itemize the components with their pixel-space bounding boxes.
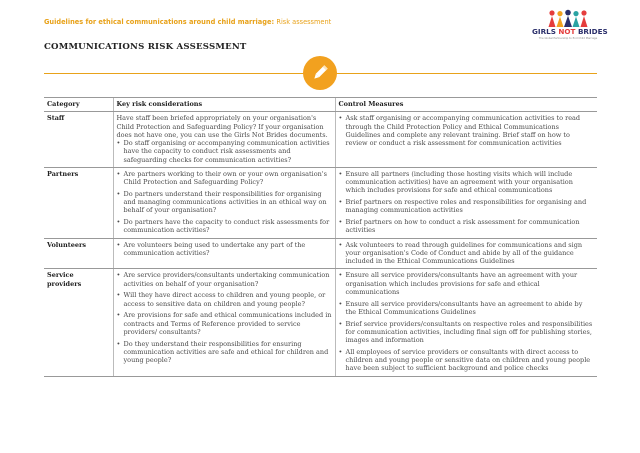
key-risks-cell — [113, 112, 335, 168]
control-measure-item: • All employees of service providers or consultants with direct access to children and young people or sensitive data on children and young people have been subject to sufficient background and police checks — [339, 348, 595, 373]
key-risk-item: • Are service providers/consultants undertaking communication activities on behalf of your organisation? — [117, 271, 332, 288]
pencil-badge — [303, 56, 337, 90]
page-title: COMMUNICATIONS RISK ASSESSMENT — [44, 42, 247, 52]
guide-section: Risk assessment — [276, 18, 332, 26]
control-measures-cell — [335, 112, 597, 168]
control-measures-cell — [335, 269, 597, 376]
column-header-key-risks: Key risk considerations — [113, 98, 335, 112]
logo-tagline: The Global Partnership to End Child Marriage — [538, 37, 598, 40]
control-measure-item: • Ask volunteers to read through guidelines for communications and sign your organisation's Code of Conduct and abide by all of the guidance included in the Ethical Communications Guidelines — [339, 241, 595, 266]
key-risk-item: • Do they understand their responsibilities for ensuring communication activities are safe and ethical for children and young people? — [117, 340, 332, 365]
girls-not-brides-logo — [532, 9, 608, 43]
logo-figures-icon — [546, 9, 590, 27]
table-header-row — [44, 98, 597, 112]
control-measure-item: • Ensure all service providers/consultants have an agreement with your organisation which includes provisions for safe and ethical communications — [339, 271, 595, 296]
key-risk-item: • Do partners understand their responsibilities for organising and managing communications activities in an ethical way on behalf of your organisation? — [117, 190, 332, 215]
control-measure-item: • Ask staff organising or accompanying communication activities to read through the Child Protection Policy and Ethical Communications Guidelines and complete any relevant training. Brief staff on how to review or conduct a risk assessment for communication activities — [339, 114, 595, 147]
key-risk-item: • Are volunteers being used to undertake any part of the communication activities? — [117, 241, 332, 258]
key-risks-cell — [113, 167, 335, 238]
key-risks-cell — [113, 238, 335, 269]
row-category: Partners — [44, 167, 113, 238]
table-row — [44, 238, 597, 269]
key-risk-intro: Have staff been briefed appropriately on your organisation's Child Protection and Safeguarding Policy? If your organisation does not have one, you can use the Girls Not Brides documents. — [116, 114, 328, 139]
control-measures-cell — [335, 167, 597, 238]
control-measure-item: • Ensure all partners (including those hosting visits which will include communication activities) have an agreement with your organisation which includes provisions for safe and ethical communications — [339, 170, 595, 195]
key-risk-item: • Do staff organising or accompanying communication activities have the capacity to conduct risk assessments and safeguarding checks for communication activities? — [117, 139, 332, 164]
table-row — [44, 167, 597, 238]
pencil-icon — [310, 63, 330, 83]
risk-assessment-table — [44, 97, 597, 377]
row-category: Volunteers — [44, 238, 113, 269]
control-measure-item: • Ensure all service providers/consultants have an agreement to abide by the Ethical Communications Guidelines — [339, 300, 595, 317]
guide-title: Guidelines for ethical communications around child marriage: — [44, 18, 275, 26]
key-risks-cell — [113, 269, 335, 376]
key-risk-item: • Are partners working to their own or your own organisation's Child Protection and Safeguarding Policy? — [117, 170, 332, 187]
key-risk-item: • Are provisions for safe and ethical communications included in contracts and Terms of Reference provided to service providers/ consultants? — [117, 311, 332, 336]
row-category: Service providers — [44, 269, 113, 376]
column-header-control-measures: Control Measures — [335, 98, 597, 112]
control-measure-item: • Brief partners on respective roles and responsibilities for organising and managing communication activities — [339, 198, 595, 215]
document-header — [44, 18, 331, 26]
control-measures-cell — [335, 238, 597, 269]
key-risk-item: • Will they have direct access to children and young people, or access to sensitive data on children and young people? — [117, 291, 332, 308]
row-category: Staff — [44, 112, 113, 168]
control-measure-item: • Brief partners on how to conduct a risk assessment for communication activities — [339, 218, 595, 235]
control-measure-item: • Brief service providers/consultants on respective roles and responsibilities for communication activities, including final sign off for publishing stories, images and information — [339, 320, 595, 345]
column-header-category: Category — [44, 98, 113, 112]
logo-wordmark: GIRLS NOT BRIDES — [532, 27, 608, 36]
table-row — [44, 112, 597, 168]
table-row — [44, 269, 597, 376]
key-risk-item: • Do partners have the capacity to conduct risk assessments for communication activities? — [117, 218, 332, 235]
